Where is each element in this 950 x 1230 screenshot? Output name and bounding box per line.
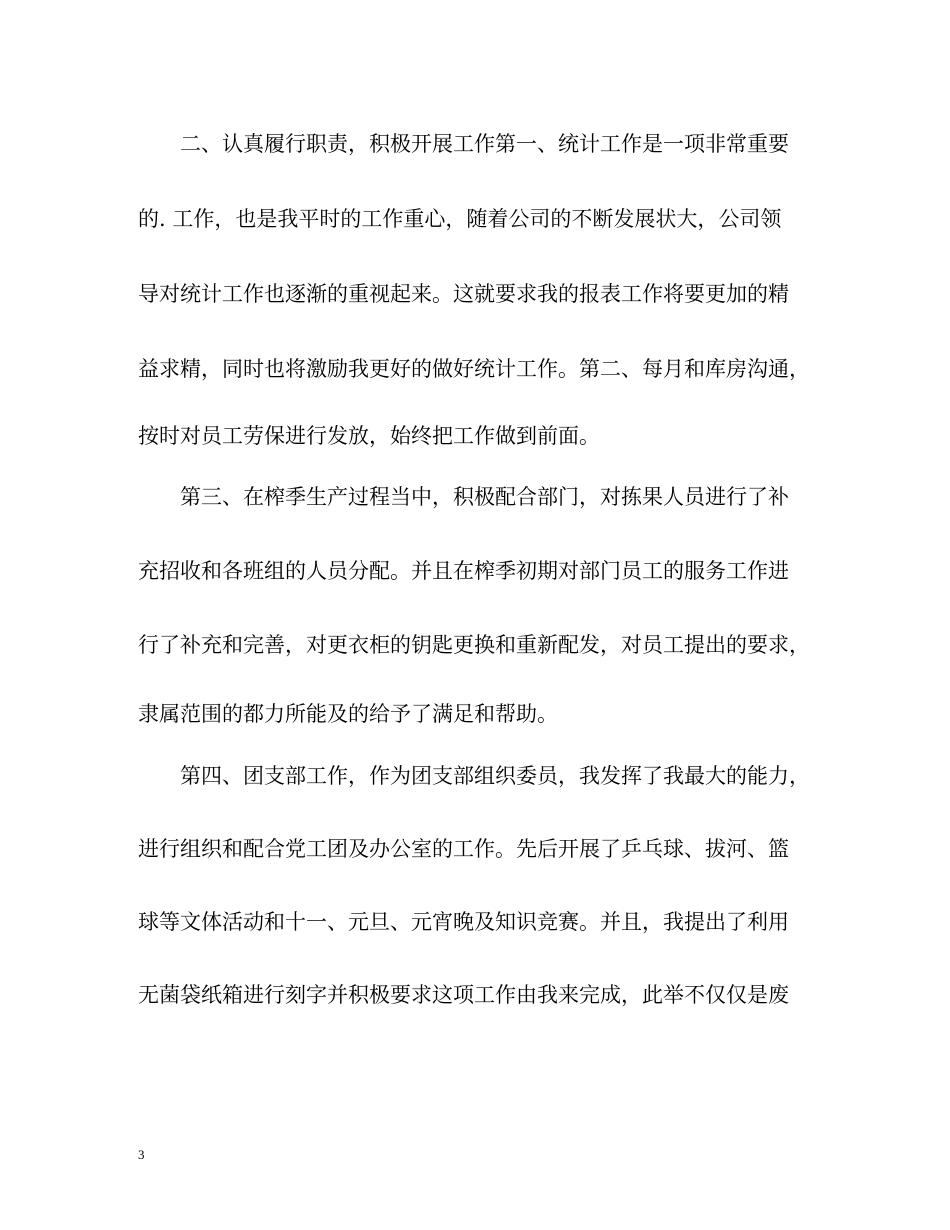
text-line: 第三、在榨季生产过程当中，积极配合部门，对拣果人员进行了补 — [180, 485, 789, 509]
text-line: 的. 工作，也是我平时的工作重心，随着公司的不断发展状大，公司领 — [138, 207, 782, 231]
page-number: 3 — [138, 1147, 145, 1162]
text-line: 球等文体活动和十一、元旦、元宵晚及知识竞赛。并且，我提出了利用 — [138, 910, 789, 934]
text-line: 进行组织和配合党工团及办公室的工作。先后开展了乒乓球、拔河、篮 — [138, 837, 789, 861]
text-line: 行了补充和完善，对更衣柜的钥匙更换和重新配发，对员工提出的要求， — [138, 633, 810, 657]
text-line: 隶属范围的都力所能及的给予了满足和帮助。 — [138, 702, 558, 726]
text-line: 按时对员工劳保进行发放，始终把工作做到前面。 — [138, 424, 600, 448]
text-line: 第四、团支部工作，作为团支部组织委员，我发挥了我最大的能力， — [180, 764, 810, 788]
text-line: 益求精，同时也将激励我更好的做好统计工作。第二、每月和库房沟通， — [138, 357, 810, 381]
text-line: 充招收和各班组的人员分配。并且在榨季初期对部门员工的服务工作进 — [138, 559, 789, 583]
text-line: 导对统计工作也逐渐的重视起来。这就要求我的报表工作将要更加的精 — [138, 282, 789, 306]
text-line: 二、认真履行职责，积极开展工作第一、统计工作是一项非常重要 — [180, 132, 789, 156]
text-line: 无菌袋纸箱进行刻字并积极要求这项工作由我来完成，此举不仅仅是废 — [138, 983, 789, 1007]
